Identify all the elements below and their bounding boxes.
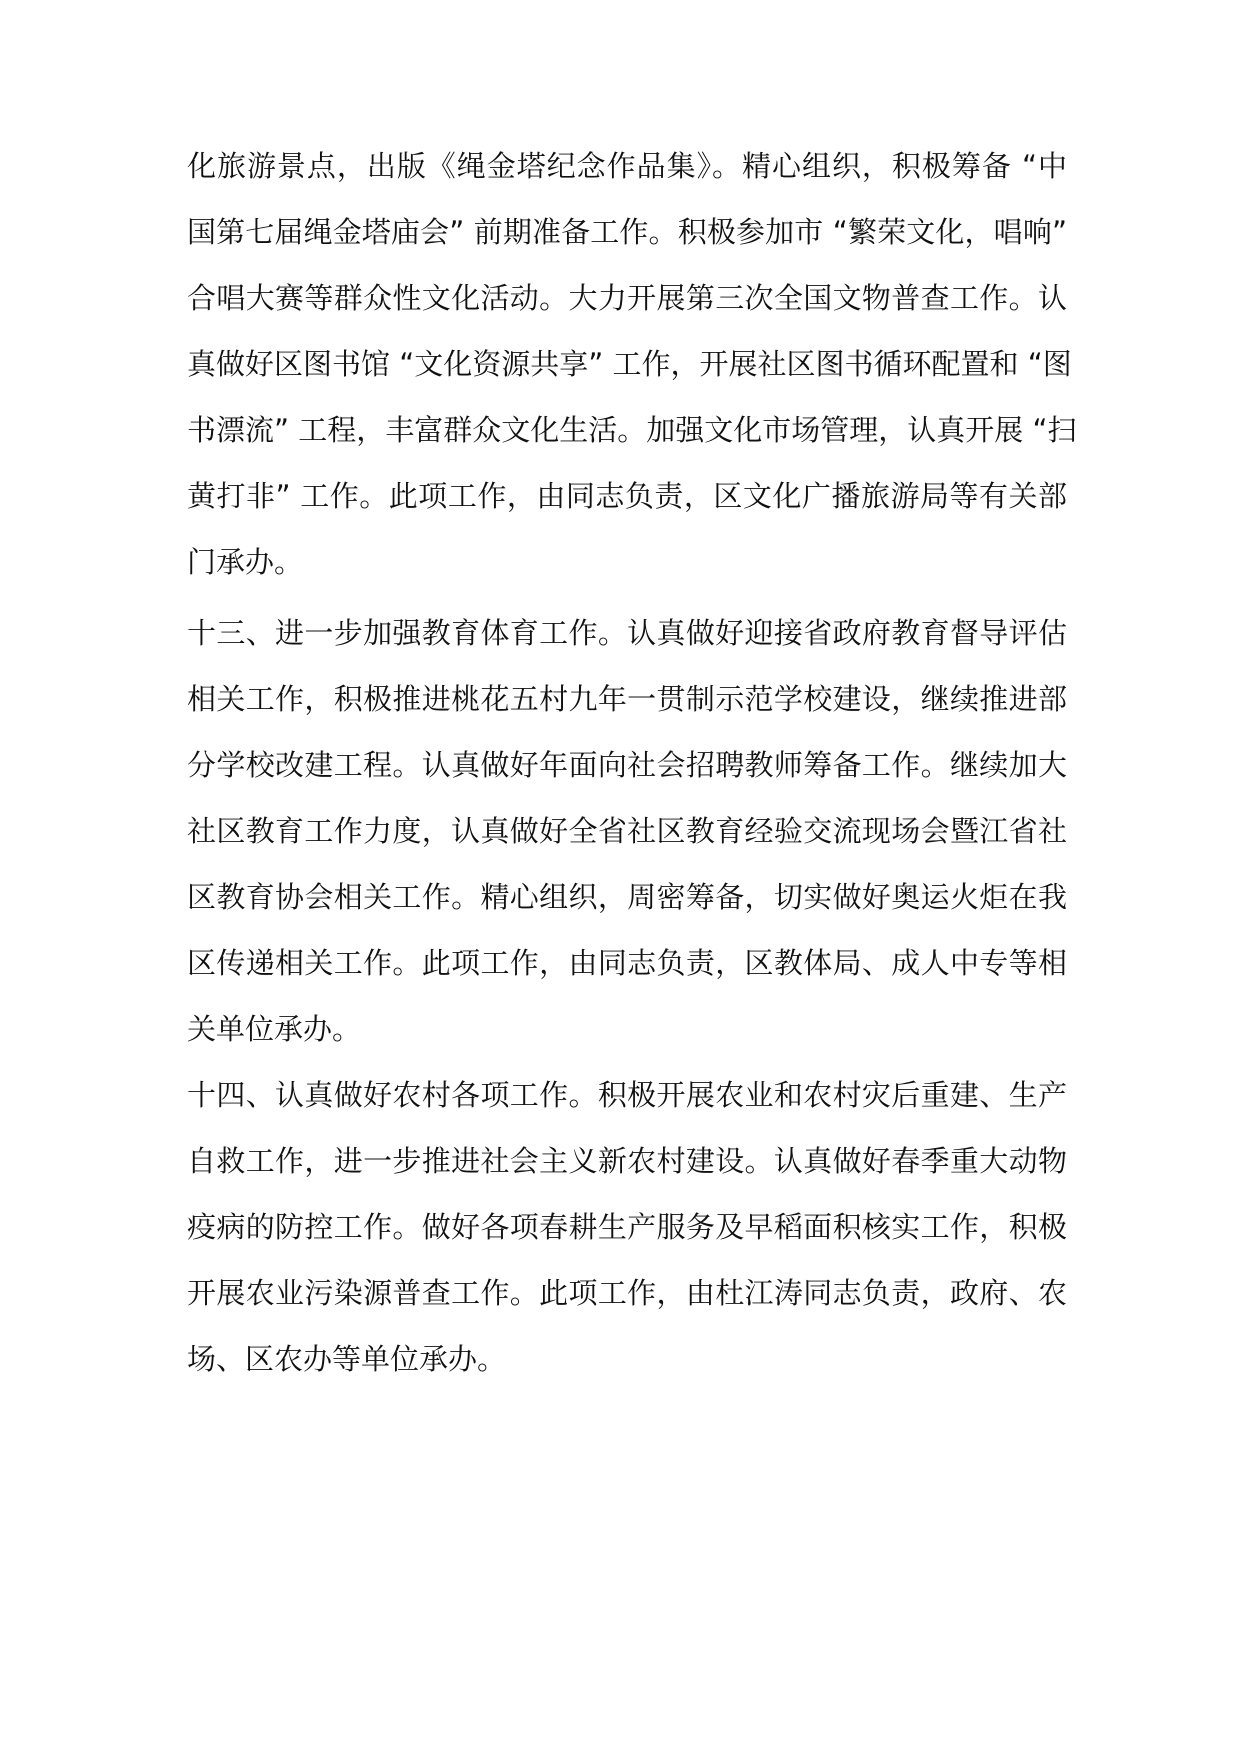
text-line: 门承办。 <box>187 545 304 579</box>
text-line: 开展农业污染源普查工作。此项工作，由杜江涛同志负责，政府、农 <box>187 1276 1067 1310</box>
text-line: 十三、进一步加强教育体育工作。认真做好迎接省政府教育督导评估 <box>187 616 1067 650</box>
text-line: 化旅游景点，出版《绳金塔纪念作品集》。精心组织，积极筹备 “中 <box>187 149 1067 183</box>
paragraph-rural <box>187 1062 1067 1392</box>
text-line: 区教育协会相关工作。精心组织，周密筹备，切实做好奥运火炬在我 <box>187 880 1067 914</box>
text-line: 十四、认真做好农村各项工作。积极开展农业和农村灾后重建、生产 <box>187 1078 1067 1112</box>
text-line: 国第七届绳金塔庙会” 前期准备工作。积极参加市 “繁荣文化，唱响” <box>187 215 1067 249</box>
text-line: 真做好区图书馆 “文化资源共享” 工作，开展社区图书循环配置和 “图 <box>187 347 1072 381</box>
text-line: 区传递相关工作。此项工作，由同志负责，区教体局、成人中专等相 <box>187 946 1067 980</box>
text-line: 书漂流” 工程，丰富群众文化生活。加强文化市场管理，认真开展 “扫 <box>187 413 1077 447</box>
paragraph-education <box>187 600 1067 1062</box>
text-line: 自救工作，进一步推进社会主义新农村建设。认真做好春季重大动物 <box>187 1144 1067 1178</box>
text-line: 黄打非” 工作。此项工作，由同志负责，区文化广播旅游局等有关部 <box>187 479 1067 513</box>
paragraph-culture <box>187 133 1077 595</box>
text-line: 场、区农办等单位承办。 <box>187 1342 507 1376</box>
text-line: 分学校改建工程。认真做好年面向社会招聘教师筹备工作。继续加大 <box>187 748 1067 782</box>
text-line: 关单位承办。 <box>187 1012 362 1046</box>
text-line: 相关工作，积极推进桃花五村九年一贯制示范学校建设，继续推进部 <box>187 682 1067 716</box>
text-line: 社区教育工作力度，认真做好全省社区教育经验交流现场会暨江省社 <box>187 814 1067 848</box>
text-line: 合唱大赛等群众性文化活动。大力开展第三次全国文物普查工作。认 <box>187 281 1067 315</box>
text-line: 疫病的防控工作。做好各项春耕生产服务及早稻面积核实工作，积极 <box>187 1210 1067 1244</box>
